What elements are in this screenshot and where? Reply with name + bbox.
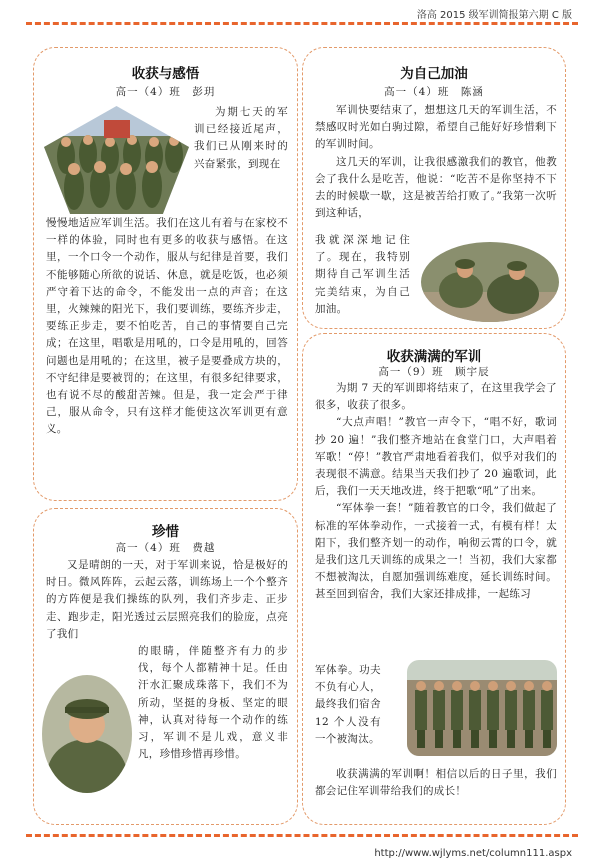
article-body: [315, 102, 557, 222]
paragraph: 收获满满的军训啊！相信以后的日子里，我们都会记住军训带给我们的成长！: [315, 768, 557, 798]
article-cheer: [302, 47, 566, 329]
article-body: [315, 380, 557, 604]
paragraph: “大点声唱！”教官一声令下，“唱不好，歌词抄 20 遍！”我们整齐地站在食堂门口，大声唱着军歌！“停！”教官严肃地看着我们，似乎对我们的表现很不满意。结果当天我们抄了 20 遍歌词，此后，我们一天天地改进，终于把歌“吼”了出来。: [315, 416, 557, 498]
article-body-narrow: [138, 643, 288, 763]
article-harvest: [33, 47, 298, 501]
article-title: 收获满满的军训: [386, 349, 482, 365]
paragraph: 军体拳。功夫不负有心人，最终我们宿舍 12 个人没有一个被淘汰。: [315, 664, 381, 745]
article-author: 高一（4）班 费越: [115, 542, 216, 554]
article-body: [46, 557, 288, 643]
article-body-narrow: [315, 662, 381, 748]
article-body-end: [315, 232, 410, 318]
article-body-intro: [194, 104, 288, 173]
paragraph: “军体拳一套！”随着教官的口令，我们做起了标准的军体拳动作，一式接着一式，有模有样！太阳下，我们整齐划一的动作，响彻云霄的口令，就是我们这几天训练的成果之一！当初，我们大家都不想被淘汰，自愿加强训练难度，延长训练时间。甚至回到宿舍，我们大家还排成排，一起练习: [315, 502, 557, 601]
footer-url[interactable]: http://www.wjlyms.net/column111.aspx: [374, 848, 572, 859]
paragraph: 我就深深地记住了。现在，我特别期待自己军训生活完美结束，为自己加油。: [315, 234, 410, 315]
article-body: [46, 215, 288, 439]
article-author: 高一（4）班 陈涵: [384, 86, 484, 98]
paragraph: 又是晴朗的一天，对于军训来说，恰是极好的时日。微风阵阵，云起云落，训练场上一个个整齐的方阵便是我们操练的队列，我们齐步走、正步走、跑步走，阳光透过云层照亮我们的脸庞，点亮了我们: [46, 559, 288, 640]
header-divider: [26, 22, 578, 25]
article-cherish: [33, 508, 298, 825]
article-author: 高一（4）班 彭玥: [115, 86, 216, 98]
article-full-harvest: [302, 333, 566, 825]
paragraph: 的眼睛，伴随整齐有力的步伐，每个人都精神十足。任由汗水汇聚成珠落下，我们不为所动，坚挺的身板、坚定的眼神，认真对待每一个动作的练习，军训不是儿戏，意义非凡，珍惜珍惜再珍惜。: [138, 645, 288, 761]
article-body-end: [315, 766, 557, 800]
paragraph: 这几天的军训，让我很感激我们的教官，他教会了我什么是吃苦，他说：“吃苦不是你坚持不下去的时候歇一歇，这是被苦给打败了。”我第一次听到这种话，: [315, 155, 557, 220]
page-header: 洛高 2015 级军训简报第六期 C 版: [416, 10, 572, 21]
soldiers-kneeling-photo: [421, 242, 559, 322]
article-title: 为自己加油: [400, 66, 468, 82]
soldiers-formation-photo: [407, 660, 557, 756]
footer-divider: [26, 834, 578, 837]
paragraph: 为期七天的军训已经接近尾声，我们已从刚来时的兴奋紧张，到现在: [194, 106, 288, 170]
article-title: 珍惜: [152, 524, 179, 540]
student-soldier-photo: [42, 675, 132, 793]
paragraph: 军训快要结束了，想想这几天的军训生活，不禁感叹时光如白驹过隙，希望自己能好好珍惜剩下的军训时间。: [315, 104, 557, 151]
paragraph: 慢慢地适应军训生活。我们在这儿有着与在家校不一样的体验，同时也有更多的收获与感悟。在这里，一个口令一个动作，服从与纪律是首要，我们不能够随心所欲的说话、休息，就是吃饭，也必须严守着下达的命令，不能发出一点的声音；在这里，火辣辣的阳光下，我们要训练，要练齐步走，要练正步走，要不怕吃苦，自己的事情要自己完成；在这里，唱歌是用吼的，口令是用吼的，回答问题也是用吼的；在这里，被子是要叠成方块的，不守纪律是要被罚的；在这里，有很多纪律要求，也有说不尽的酸甜苦辣。但是，我一定会严于律己，服从命令，只有这样才能使这次军训更有意义。: [46, 217, 288, 436]
soldiers-group-photo: [44, 106, 189, 214]
article-author: 高一（9）班 顾宇辰: [378, 366, 490, 378]
paragraph: 为期 7 天的军训即将结束了，在这里我学会了很多，收获了很多。: [315, 382, 557, 412]
article-title: 收获与感悟: [131, 66, 200, 82]
